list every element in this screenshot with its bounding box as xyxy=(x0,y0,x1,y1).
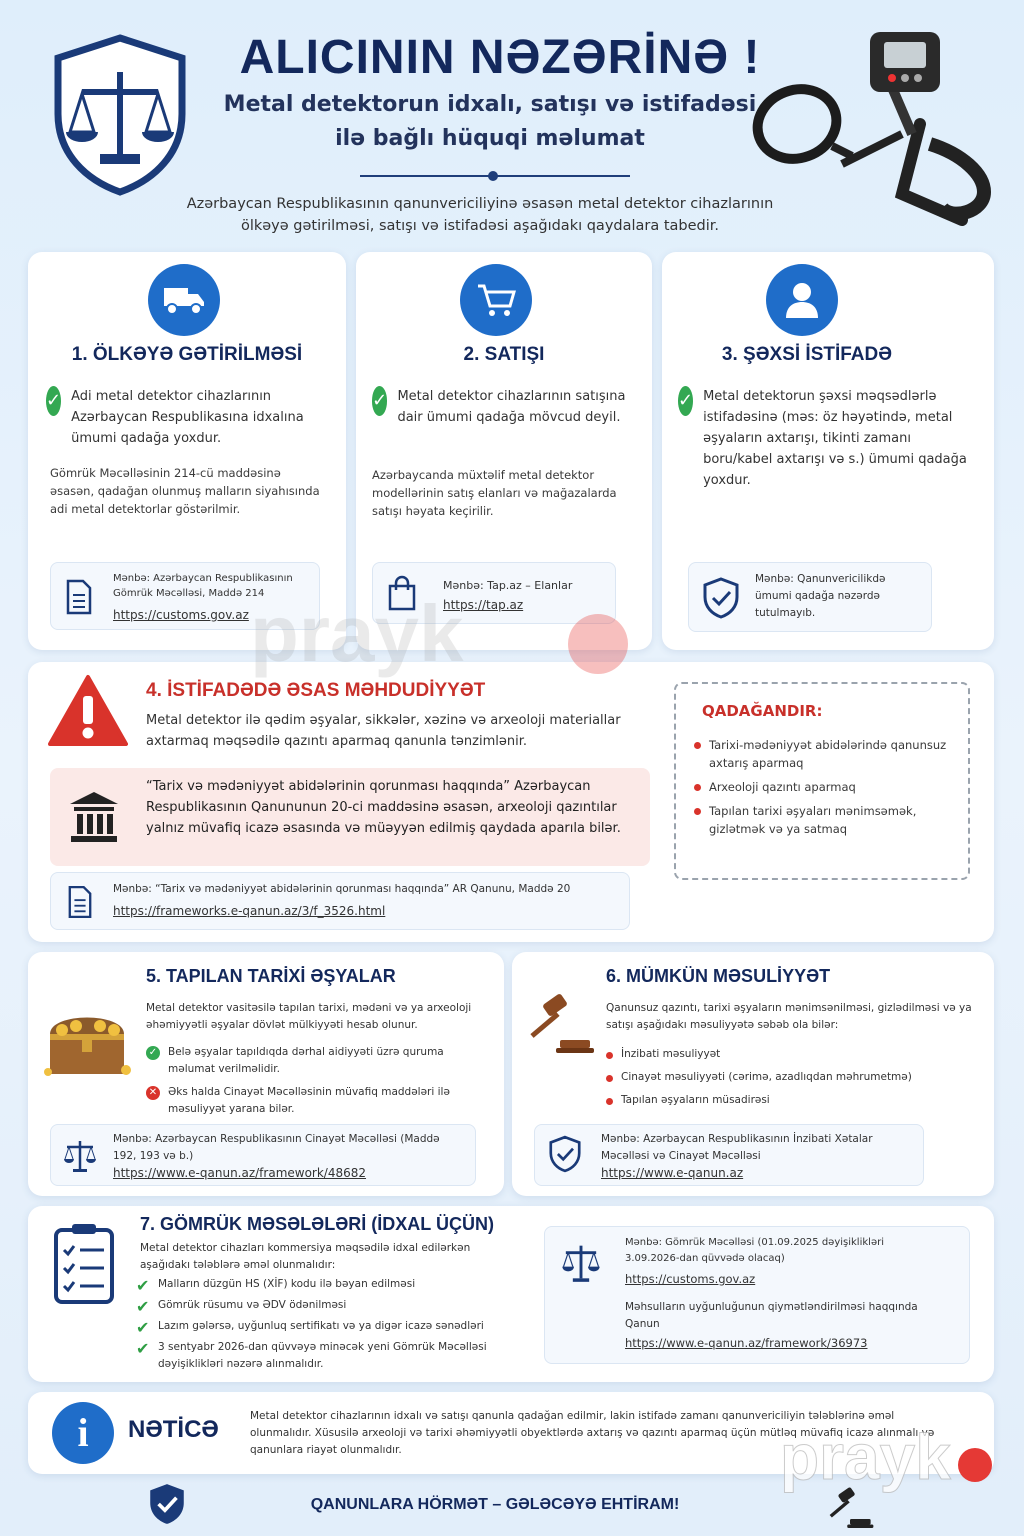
section-text: Metal detektor cihazları kommersiya məqsədilə idxal edilərkən aşağıdakı tələblərə əməl olunmalıdır: xyxy=(140,1242,471,1271)
section-text: Metal detektor vasitəsilə tapılan tarixi, mədəni və ya arxeoloji əhəmiyyətli əşyalar dövlət mülkiyyəti hesab olunur. xyxy=(146,1002,472,1031)
section-title: 6. MÜMKÜN MƏSULİYYƏT xyxy=(606,966,831,986)
source-label: Mənbə: Gömrük Məcəlləsi (01.09.2025 dəyişiklikləri 3.09.2026-dan qüvvədə olacaq) xyxy=(625,1237,884,1264)
source-label: Məhsulların uyğunluğunun qiymətləndirilməsi haqqında Qanun xyxy=(625,1301,918,1330)
liability-item: İnzibati məsuliyyət xyxy=(621,1048,721,1060)
footer-slogan: QANUNLARA HÖRMƏT – GƏLƏCƏYƏ EHTİRAM! xyxy=(310,1496,680,1513)
scales-icon xyxy=(63,1137,97,1173)
check-icon: ✓ xyxy=(146,1046,160,1060)
metal-detector-image xyxy=(752,24,1000,230)
shield-check-icon xyxy=(703,577,739,619)
check-icon: ✔ xyxy=(136,1318,150,1337)
forbidden-title: QADAĞANDIR: xyxy=(702,702,823,720)
quote-box xyxy=(50,768,650,866)
customs-item: 3 sentyabr 2026-dan qüvvəyə minəcək yeni Gömrük Məcəlləsi dəyişiklikləri nəzərə alınmalıdır. xyxy=(158,1341,487,1370)
section-title: 1. ÖLKƏYƏ GƏTİRİLMƏSİ xyxy=(71,344,303,365)
scales-shield-icon xyxy=(52,34,188,196)
source-link[interactable]: https://customs.gov.az xyxy=(113,608,249,622)
treasure-chest-icon xyxy=(42,1004,132,1080)
conclusion-title: NƏTİCƏ xyxy=(128,1416,219,1443)
section-liability xyxy=(512,952,994,1196)
watermark-dot xyxy=(958,1448,992,1482)
section-check-text: Metal detektorun şəxsi məqsədlərlə istifadəsinə (məs: öz həyətində, metal əşyaların axtarışı, tikinti zamanı boru/kabel axtarışı və s.) ümumi qadağa yoxdur. xyxy=(703,389,967,488)
cross-icon: ✕ xyxy=(146,1086,160,1100)
section-restriction xyxy=(28,662,994,942)
forbidden-item: Tapılan tarixi əşyaları mənimsəmək, gizlətmək və ya satmaq xyxy=(709,804,917,836)
source-label: Mənbə: Azərbaycan Respublikasının Cinayət Məcəlləsi (Maddə 192, 193 və b.) xyxy=(113,1133,440,1162)
check-icon: ✔ xyxy=(136,1339,150,1358)
source-link[interactable]: https://www.e-qanun.az xyxy=(601,1166,744,1180)
intro-line-1: Azərbaycan Respublikasının qanunvericiliyinə əsasən metal detektor cihazlarının xyxy=(186,196,774,212)
source-label: Mənbə: Azərbaycan Respublikasının Gömrük Məcəlləsi, Maddə 214 xyxy=(113,573,293,599)
source-label: Mənbə: “Tarix və mədəniyyət abidələrinin qorunması haqqında” AR Qanunu, Maddə 20 xyxy=(113,883,571,895)
liability-item: Cinayət məsuliyyəti (cərimə, azadlıqdan məhrumetmə) xyxy=(621,1071,912,1083)
source-label: Mənbə: Azərbaycan Respublikasının İnzibati Xətalar Məcəlləsi və Cinayət Məcəlləsi xyxy=(601,1133,873,1162)
source-label: Mənbə: Tap.az – Elanlar xyxy=(443,579,573,592)
source-box xyxy=(50,1124,476,1186)
watermark: prayk xyxy=(780,1421,951,1493)
source-box xyxy=(534,1124,924,1186)
checklist-icon xyxy=(52,1222,116,1304)
section-found-items xyxy=(28,952,504,1196)
check-icon: ✓ xyxy=(46,386,61,416)
liability-item: Tapılan əşyaların müsadirəsi xyxy=(621,1094,770,1106)
section-title: 7. GÖMRÜK MƏSƏLƏLƏRİ (İDXAL ÜÇÜN) xyxy=(140,1214,494,1234)
divider-dot xyxy=(488,171,498,181)
section-detail: Azərbaycanda müxtəlif metal detektor modellərinin satış elanları və mağazalarda satışı həyata keçirilir. xyxy=(372,468,617,518)
intro-line-2: ölkəyə gətirilməsi, satışı və istifadəsi aşağıdakı qaydalara tabedir. xyxy=(240,218,720,234)
shield-check-icon xyxy=(549,1135,581,1173)
section-personal-use xyxy=(662,252,994,650)
check-icon: ✔ xyxy=(136,1276,150,1295)
customs-item: Malların düzgün HS (XİF) kodu ilə bəyan edilməsi xyxy=(158,1278,416,1290)
source-box xyxy=(544,1226,970,1364)
source-link[interactable]: https://customs.gov.az xyxy=(625,1272,756,1286)
source-link[interactable]: https://frameworks.e-qanun.az/3/f_3526.html xyxy=(113,904,386,918)
forbidden-item: Tarixi-mədəniyyət abidələrində qanunsuz axtarış aparmaq xyxy=(709,738,947,770)
source-box xyxy=(688,562,932,632)
source-link[interactable]: https://www.e-qanun.az/framework/48682 xyxy=(113,1166,367,1180)
subtitle-line-1: Metal detektorun idxalı, satışı və istifadəsi xyxy=(223,92,757,117)
section-check-text: Adi metal detektor cihazlarının Azərbaycan Respublikasına idxalına ümumi qadağa yoxdur. xyxy=(71,389,304,446)
watermark: prayk xyxy=(250,589,464,678)
watermark-dot xyxy=(568,614,628,674)
courthouse-icon xyxy=(68,790,120,844)
source-box xyxy=(50,872,630,930)
forbidden-box xyxy=(674,682,970,880)
gavel-icon xyxy=(524,992,596,1056)
document-icon xyxy=(65,579,93,615)
section-title: 2. SATIŞI xyxy=(463,344,545,365)
check-icon: ✓ xyxy=(678,386,693,416)
page-title: ALICININ NƏZƏRİNƏ ! xyxy=(239,31,761,84)
subtitle-line-2: ilə bağlı hüquqi məlumat xyxy=(335,126,645,151)
source-label: Mənbə: Qanunvericilikdə ümumi qadağa nəzərdə tutulmayıb. xyxy=(755,573,886,619)
section-text: Metal detektor ilə qədim əşyalar, sikkələr, xəzinə və arxeoloji materiallar axtarmaq məqsədilə qazıntı aparmaq qanunla tənzimlənir. xyxy=(146,713,621,749)
section-detail: Gömrük Məcəlləsinin 214-cü maddəsinə əsasən, qadağan olunmuş malların siyahısında adi metal detektorlar göstərilmir. xyxy=(50,466,320,516)
shield-check-icon xyxy=(148,1482,186,1526)
cart-icon xyxy=(460,264,532,336)
conclusion-text: Metal detektor cihazlarının idxalı və satışı qanunla qadağan edilmir, lakin istifadə zamanı qanunvericiliyin tələblərinə əməl olunmalıdır. Xüsusilə arxeoloji və tarixi əhəmiyyətli obyektlərdə axtarış və qazıntı aparmaq üçün mütləq müvafiq icazə alınmalı və qanunlara riayət olunmalıdır. xyxy=(250,1410,935,1456)
quote-text: “Tarix və mədəniyyət abidələrinin qorunması haqqında” Azərbaycan Respublikasının Qanununun 20-ci maddəsinə əsasən, arxeoloji qazıntılar yalnız müvafiq icazə əsasında və müəyyən edilmiş qaydada aparıla bilər. xyxy=(146,779,621,836)
section-customs xyxy=(28,1206,994,1382)
check-icon: ✔ xyxy=(136,1297,150,1316)
ok-text: Belə əşyalar tapıldıqda dərhal aidiyyəti üzrə quruma məlumat verilməlidir. xyxy=(168,1046,444,1075)
section-check-text: Metal detektor cihazlarının satışına dair ümumi qadağa mövcud deyil. xyxy=(397,389,626,425)
truck-icon xyxy=(148,264,220,336)
user-icon xyxy=(766,264,838,336)
customs-item: Lazım gələrsə, uyğunluq sertifikatı və ya digər icazə sənədləri xyxy=(158,1320,484,1332)
forbidden-list xyxy=(694,736,960,844)
info-icon: i xyxy=(52,1402,114,1464)
document-icon xyxy=(67,885,93,919)
source-link[interactable]: https://www.e-qanun.az/framework/36973 xyxy=(625,1336,868,1350)
customs-item: Gömrük rüsumu və ƏDV ödənilməsi xyxy=(158,1299,347,1311)
forbidden-item: Arxeoloji qazıntı aparmaq xyxy=(709,780,856,794)
section-title: 5. TAPILAN TARİXİ ƏŞYALAR xyxy=(146,966,396,986)
section-title: 3. ŞƏXSİ İSTİFADƏ xyxy=(721,344,893,365)
warning-icon xyxy=(48,674,128,748)
check-icon: ✓ xyxy=(372,386,387,416)
source-link[interactable]: https://tap.az xyxy=(443,598,524,612)
bad-text: Əks halda Cinayət Məcəlləsinin müvafiq maddələri ilə məsuliyyət yarana bilər. xyxy=(168,1086,450,1115)
section-title: 4. İSTİFADƏDƏ ƏSAS MƏHDUDİYYƏT xyxy=(146,680,486,701)
scales-icon xyxy=(561,1241,601,1283)
section-text: Qanunsuz qazıntı, tarixi əşyaların mənimsənilməsi, gizlədilməsi və ya satışı aşağıdakı məsuliyyətə səbəb ola bilər: xyxy=(606,1002,972,1031)
